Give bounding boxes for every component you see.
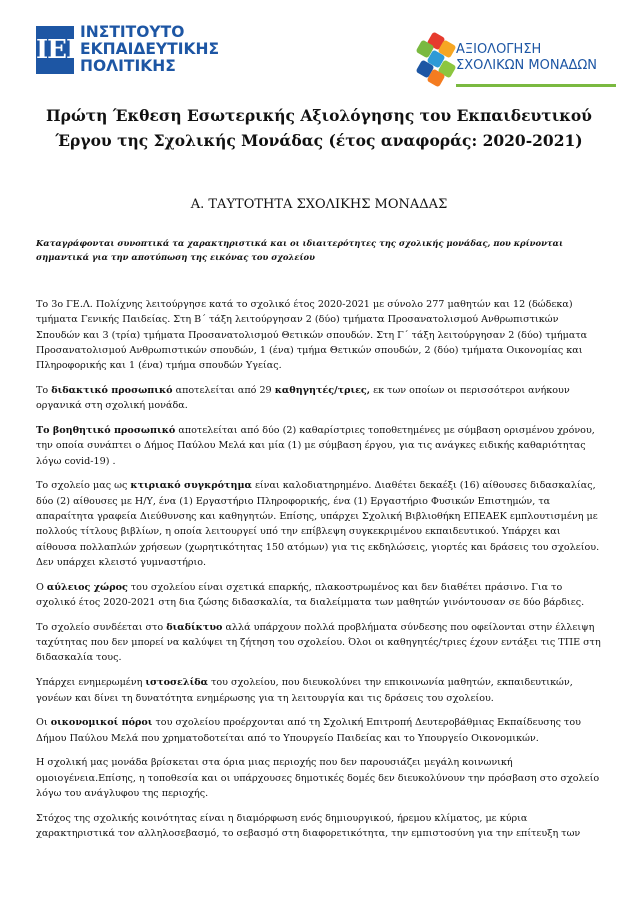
report-title — [40, 103, 598, 153]
body-paragraph — [36, 383, 602, 414]
paragraph-text: Στόχος της σχολικής κοινότητας είναι η διαμόρφωση ενός δημιουργικού, ήρεμου κλίματος, με κύρια χαρακτηριστικά τον αλληλοσεβασμό, το σεβασμό στη διαφορετικότητα, την εμπιστοσύνη για την επίτευξη των — [36, 812, 581, 840]
report-title-line: Πρώτη Έκθεση Εσωτερικής Αξιολόγησης του Εκπαιδευτικού — [46, 106, 592, 125]
iep-logo-text — [80, 24, 219, 75]
body-paragraph — [36, 423, 602, 469]
paragraph-text: Οι — [36, 717, 51, 729]
logo-underline — [456, 84, 616, 87]
emphasis-text: ιστοσελίδα — [145, 677, 209, 689]
iep-logo-line: ΕΚΠΑΙΔΕΥΤΙΚΗΣ — [80, 40, 220, 58]
paragraph-text: Το σχολείο μας ως — [36, 480, 131, 492]
emphasis-text: καθηγητές/τριες, — [274, 384, 371, 396]
body-paragraph — [36, 675, 602, 706]
iep-logo — [36, 24, 226, 82]
report-title-line: Έργου της Σχολικής Μονάδας (έτος αναφοράς: 2020-2021) — [55, 131, 583, 150]
paragraph-text: αποτελείται από δύο (2) καθαρίστριες τοποθετημένες με σύμβαση ορισμένου χρόνου, την οποία συνάπτει ο Δήμος Παύλου Μελά και μία (1) με σύμβαση έργου, για τις ανάγκες ειδικής καθαριότητας λόγω covid-19) . — [36, 425, 595, 467]
body-paragraph — [36, 580, 602, 611]
paragraph-text: Ο — [36, 581, 47, 593]
paragraph-text: Το 3ο ΓΕ.Λ. Πολίχνης λειτούργησε κατά το σχολικό έτος 2020-2021 με σύνολο 277 μαθητών και 12 (δώδεκα) τμήματα Γενικής Παιδείας. Στη Β΄ τάξη λειτούργησαν 2 (δύο) τμήματα Προσανατολισμού Ανθρωπιστικών Σπουδών και 3 (τρία) τμήματα Προσανατολισμού Θετικών σπουδών. Στη Γ΄ τάξη λειτούργησαν 2 (δύο) τμήματα Προσανατολισμού Ανθρωπιστικών σπουδών, 1 (ένα) τμήμα Θετικών σπουδών, 2 (δύο) τμήματα Οικονομίας και Πληροφορικής και 1 (ένα) τμήμα σπουδών Υγείας. — [36, 299, 588, 372]
iep-logo-line: ΠΟΛΙΤΙΚΗΣ — [80, 57, 176, 75]
emphasis-text: οικονομικοί πόροι — [50, 717, 153, 729]
hexagon-cluster-icon — [418, 34, 454, 86]
emphasis-text: αύλειος χώρος — [46, 581, 128, 593]
iep-logo-line: ΙΝΣΤΙΤΟΥΤΟ — [80, 23, 185, 41]
paragraph-text: Η σχολική μας μονάδα βρίσκεται στα όρια μιας περιοχής που δεν παρουσιάζει μεγάλη κοινωνική ομοιογένεια.Επίσης, η τοποθεσία και οι υπάρχουσες δημοτικές δομές δεν διευκολύνουν την πρόσβαση στο σχολείο λόγω του ανάγλυφου της περιοχής. — [36, 757, 600, 800]
paragraph-text: αλλά υπάρχουν πολλά προβλήματα σύνδεσης που οφείλονται στην έλλειψη ταχύτητας που δεν μπορεί να καλύψει τη ζήτηση του σχολείου. Όλοι οι καθηγητές/τριες έχουν εντάξει τις ΤΠΕ στη διδασκαλία τους. — [36, 621, 601, 664]
body-paragraph — [36, 811, 602, 842]
body-paragraph — [36, 715, 602, 746]
section-intro: Καταγράφονται συνοπτικά τα χαρακτηριστικά και οι ιδιαιτερότητες της σχολικής μονάδας, που κρίνονται σημαντικά για την αποτύπωση της εικόνας του σχολείου — [36, 238, 564, 262]
paragraph-text: αποτελείται από 29 — [172, 384, 275, 396]
logo-line: ΣΧΟΛΙΚΩΝ ΜΟΝΑΔΩΝ — [456, 58, 598, 73]
school-evaluation-logo — [418, 34, 608, 90]
body-paragraph — [36, 297, 602, 373]
emphasis-text: κτιριακό συγκρότημα — [130, 480, 252, 492]
paragraph-text: Το — [36, 384, 52, 396]
body-paragraph — [36, 755, 602, 801]
section-heading: Α. ΤΑΥΤΟΤΗΤΑ ΣΧΟΛΙΚΗΣ ΜΟΝΑΔΑΣ — [190, 197, 448, 212]
school-evaluation-logo-text — [456, 42, 597, 74]
paragraph-text: Υπάρχει ενημερωμένη — [36, 677, 146, 689]
logo-line: ΑΞΙΟΛΟΓΗΣΗ — [456, 42, 542, 57]
paragraph-text: είναι καλοδιατηρημένο. Διαθέτει δεκαέξι (16) αίθουσες διδασκαλίας, δύο (2) αίθουσες με Η/Υ, ένα (1) Εργαστήριο Πληροφορικής, ένα (1) Εργαστήριο Φυσικών Επιστημών, τα απαραίτητα γραφεία Διεύθυνσης και καθηγητών. Επίσης, υπάρχει Σχολική Βιβλιοθήκη ΕΠΕΑΕΚ εμπλουτισμένη με πολλούς τίτλους βιβλίων, η οποία λειτουργεί υπό την επίβλεψη συγκεκριμένου εκπαιδευτικού. Υπάρχει και αίθουσα πολλαπλών χρήσεων (χωρητικότητας 150 ατόμων) για τις εκδηλώσεις, γιορτές και δράσεις του σχολείου. Δεν υπάρχει κλειστό γυμναστήριο. — [36, 480, 600, 568]
paragraph-text: του σχολείου προέρχονται από τη Σχολική Επιτροπή Δευτεροβάθμιας Εκπαίδευσης του Δήμου Παύλου Μελά που χρηματοδοτείται από το Υπουργείο Παιδείας και το Υπουργείο Οικονομικών. — [36, 717, 581, 744]
body-paragraph — [36, 478, 602, 570]
report-body — [36, 297, 602, 851]
paragraph-text: Το σχολείο συνδέεται στο — [36, 621, 167, 633]
emphasis-text: διαδίκτυο — [166, 621, 223, 633]
emphasis-text: Το βοηθητικό προσωπικό — [36, 425, 176, 437]
paragraph-text: του σχολείου είναι σχετικά επαρκής, πλακοστρωμένος και δεν διαθέτει πράσινο. Για το σχολικό έτος 2020-2021 στη δια ζώσης διδασκαλία, τα διαλείμματα των μαθητών γινόντουσαν σε δύο βάρδιες. — [36, 581, 585, 609]
iep-logo-mark: ΙΕΠ — [36, 26, 74, 74]
emphasis-text: διδακτικό προσωπικό — [51, 384, 173, 396]
paragraph-text: του σχολείου, που διευκολύνει την επικοινωνία μαθητών, εκπαιδευτικών, γονέων και δίνει τη δυνατότητα ενημέρωσης για τη λειτουργία και τις δράσεις του σχολείου. — [36, 677, 573, 704]
body-paragraph — [36, 620, 602, 666]
paragraph-text: εκ των οποίων οι περισσότεροι ανήκουν οργανικά στη σχολική μονάδα. — [36, 384, 570, 412]
